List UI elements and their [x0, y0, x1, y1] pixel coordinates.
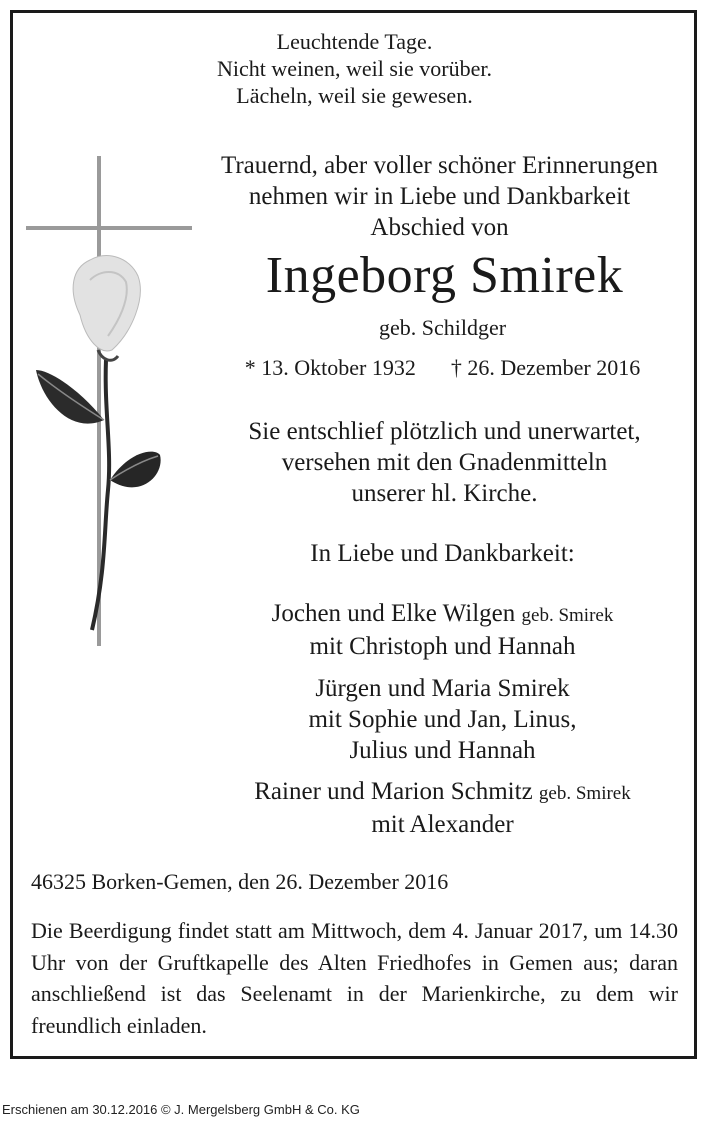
family-group-2 [88, 673, 709, 766]
family-names: Jürgen und Maria Smirek [315, 675, 570, 702]
place-date: 46325 Borken-Gemen, den 26. Dezember 2016 [31, 869, 449, 894]
family-group-3 [88, 776, 709, 840]
death-note [90, 416, 709, 509]
poem-line: Leuchtende Tage. [276, 29, 433, 54]
death-note-line: unserer hl. Kirche. [351, 480, 538, 507]
family-children: mit Christoph und Hannah [309, 633, 576, 660]
maiden-name: geb. Schildger [378, 315, 507, 340]
intro-line: Abschied von [370, 214, 509, 241]
family-group-1 [88, 598, 709, 662]
family-children: mit Sophie und Jan, Linus, [308, 706, 577, 733]
death-note-line: versehen mit den Gnadenmitteln [281, 449, 608, 476]
intro-line: nehmen wir in Liebe und Dankbarkeit [248, 183, 631, 210]
birth-name: geb. Smirek [521, 605, 614, 626]
family-names: Rainer und Marion Schmitz [254, 778, 533, 805]
intro-line: Trauernd, aber voller schöner Erinnerungen [220, 152, 659, 179]
poem-line: Lächeln, weil sie gewesen. [236, 83, 473, 108]
deceased-name: Ingeborg Smirek [265, 247, 624, 304]
family-children: Julius und Hannah [349, 737, 536, 764]
death-date: † 26. Dezember 2016 [450, 355, 641, 380]
intro-text [85, 150, 709, 243]
mourners-heading: In Liebe und Dankbarkeit: [310, 540, 575, 567]
publication-footer: Erschienen am 30.12.2016 © J. Mergelsberg GmbH & Co. KG [2, 1102, 360, 1117]
family-names: Jochen und Elke Wilgen [271, 600, 516, 627]
funeral-notice: Die Beerdigung findet statt am Mittwoch, dem 4. Januar 2017, um 14.30 Uhr von der Gruftkapelle des Alten Friedhofes in Gemen aus; daran anschließend ist das Seelenamt in der Marienkirche, zu dem wir freundlich einladen. [31, 918, 678, 1038]
life-dates [88, 355, 709, 381]
birth-date: * 13. Oktober 1932 [244, 355, 416, 380]
family-children: mit Alexander [371, 811, 514, 838]
death-note-line: Sie entschlief plötzlich und unerwartet, [248, 418, 641, 445]
birth-name: geb. Smirek [538, 783, 631, 804]
poem [0, 28, 709, 109]
poem-line: Nicht weinen, weil sie vorüber. [217, 56, 492, 81]
